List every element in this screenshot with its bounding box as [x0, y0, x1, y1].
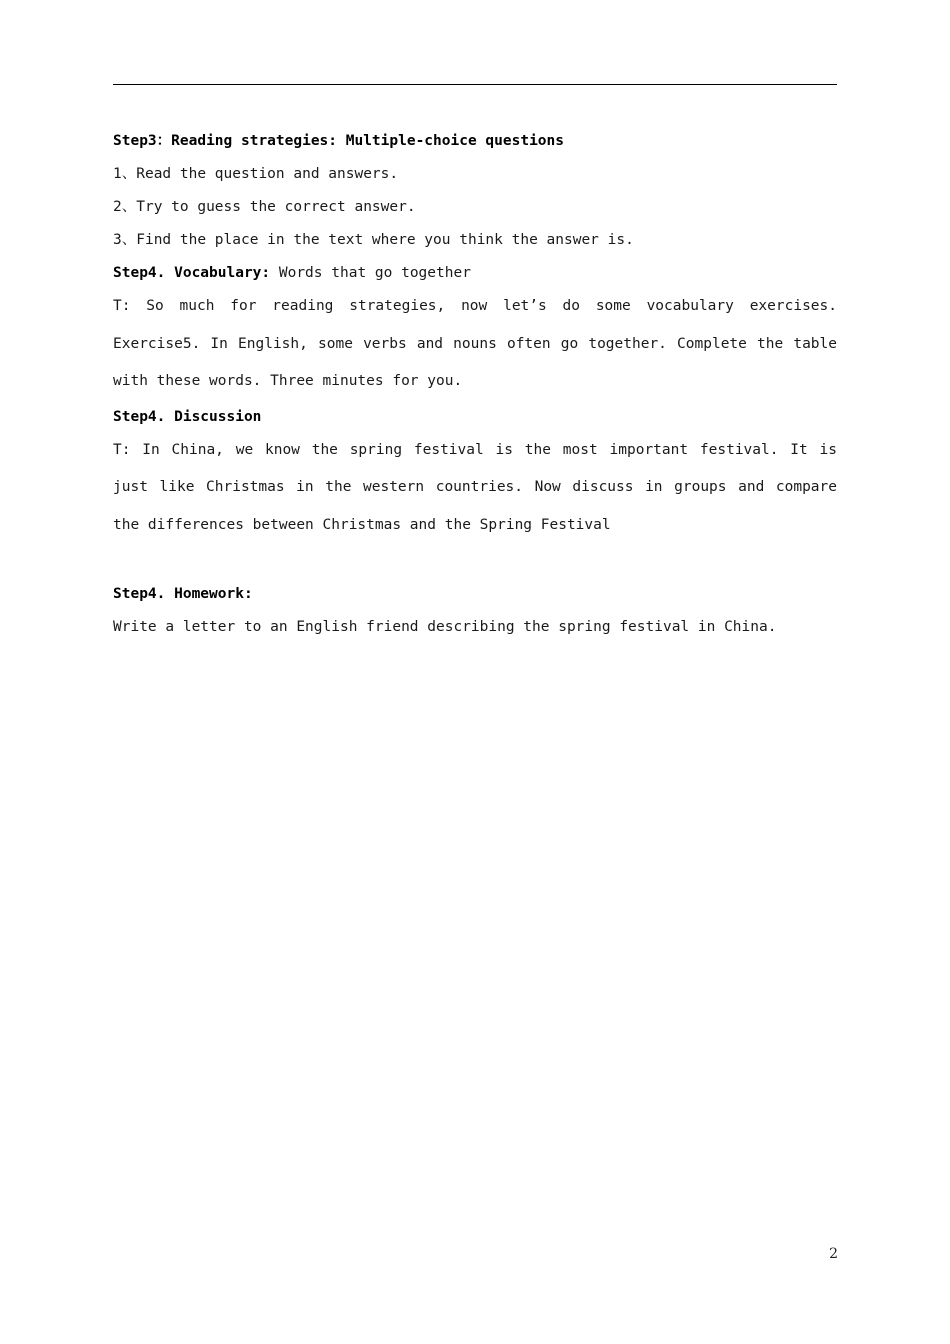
vocabulary-subtitle: Words that go together [270, 265, 471, 281]
document-body [113, 125, 837, 644]
step3-item-2: 2、Try to guess the correct answer. [113, 199, 416, 215]
vocabulary-heading: Step4. Vocabulary: [113, 265, 271, 281]
step3-heading: Step3：Reading strategies: Multiple-choice questions [113, 133, 564, 149]
vocabulary-paragraph: T: So much for reading strategies, now let’s do some vocabulary exercises. Exercise5. In English, some verbs and nouns often go together. Complete the table with these words. Three minutes for you. [113, 298, 837, 389]
step3-item-3: 3、Find the place in the text where you think the answer is. [113, 232, 634, 248]
vocabulary-heading-line [113, 257, 837, 290]
discussion-heading: Step4. Discussion [113, 408, 262, 425]
homework-heading: Step4. Homework: [113, 586, 253, 602]
homework-text: Write a letter to an English friend describing the spring festival in China. [113, 619, 777, 635]
step3-item-1: 1、Read the question and answers. [113, 166, 399, 182]
blank-spacer [113, 544, 837, 578]
page-number: 2 [829, 1246, 838, 1262]
discussion-paragraph: T: In China, we know the spring festival is the most important festival. It is just like Christmas in the western countries. Now discuss in groups and compare the differences between Christmas and the Spring Festival [113, 441, 837, 533]
header-rule [113, 84, 837, 85]
